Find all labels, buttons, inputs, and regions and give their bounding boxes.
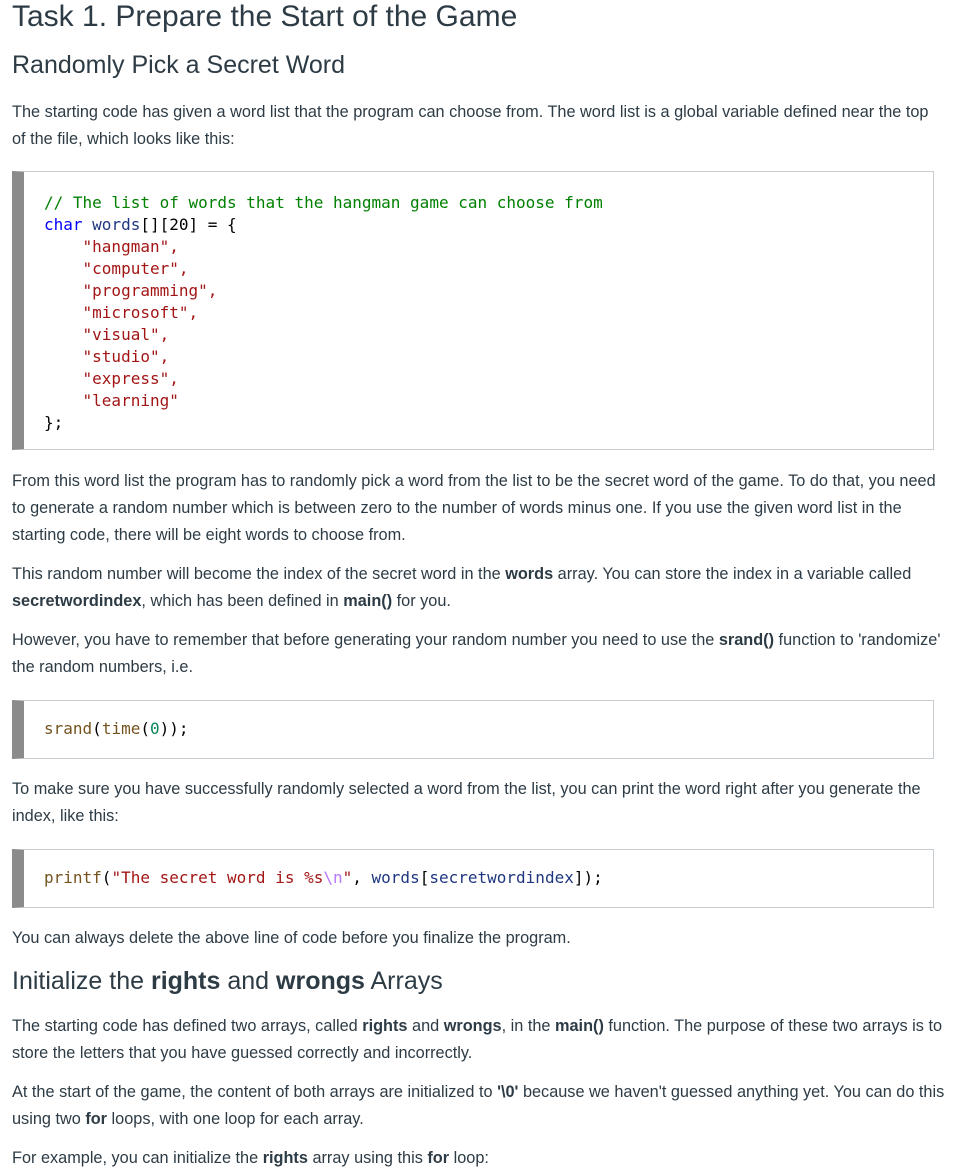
code-type-keyword: char — [44, 215, 83, 234]
code-word: "express", — [82, 369, 179, 388]
paragraph-random-pick: From this word list the program has to randomly pick a word from the list to be the secret word of the game. To do that, you need to generate a random number which is between zero to the number of words minus one. If you use the given word list in the starting code, there will be eight words to choose from. — [12, 472, 936, 544]
code-word: "computer", — [82, 259, 189, 278]
code-word: "learning" — [82, 391, 179, 410]
paragraph-arrays-init: At the start of the game, the content of both arrays are initialized to '\0' because we haven't guessed anything yet. You can do this using two for loops, with one loop for each array. — [12, 1083, 945, 1128]
term-words: words — [505, 565, 554, 583]
code-decl-rest: [][20] = { — [140, 215, 237, 234]
paragraph-delete-line: You can always delete the above line of code before you finalize the program. — [12, 929, 571, 947]
paragraph-print-word: To make sure you have successfully randomly selected a word from the list, you can print the word right after you generate the index, like this: — [12, 780, 921, 825]
paragraph-arrays-purpose: The starting code has defined two arrays, called rights and wrongs, in the main() function. The purpose of these two arrays is to store the letters that you have guessed correctly and incorrectly. — [12, 1017, 943, 1062]
paragraph-srand: However, you have to remember that before generating your random number you need to use the srand() function to 'randomize' the random numbers, i.e. — [12, 631, 941, 676]
paragraph-example-rights: For example, you can initialize the rights array using this for loop: — [12, 1149, 489, 1167]
code-word: "programming", — [82, 281, 218, 300]
code-word: "studio", — [82, 347, 170, 366]
code-word: "hangman", — [82, 237, 179, 256]
code-word: "microsoft", — [82, 303, 199, 322]
intro-paragraph: The starting code has given a word list that the program can choose from. The word list is a global variable defined near the top of the file, which looks like this: — [12, 103, 929, 148]
code-array-name: words — [92, 215, 141, 234]
code-word: "visual", — [82, 325, 170, 344]
code-block-word-list — [12, 171, 934, 450]
term-main: main() — [343, 592, 393, 610]
term-secretwordindex: secretwordindex — [12, 592, 142, 610]
section-heading-secret-word: Randomly Pick a Secret Word — [12, 51, 345, 79]
page-title: Task 1. Prepare the Start of the Game — [12, 0, 518, 33]
code-block-printf: printf("The secret word is %s\n", words[secretwordindex]); — [12, 849, 934, 908]
section-heading-arrays: Initialize the rights and wrongs Arrays — [12, 967, 443, 995]
code-comment: // The list of words that the hangman game can choose from — [44, 193, 603, 212]
code-closing: }; — [44, 413, 64, 432]
term-srand: srand() — [718, 631, 775, 649]
code-block-srand: srand(time(0)); — [12, 700, 934, 759]
paragraph-index: This random number will become the index of the secret word in the words array. You can store the index in a variable called secretwordindex, which has been defined in main() for you. — [12, 565, 912, 610]
